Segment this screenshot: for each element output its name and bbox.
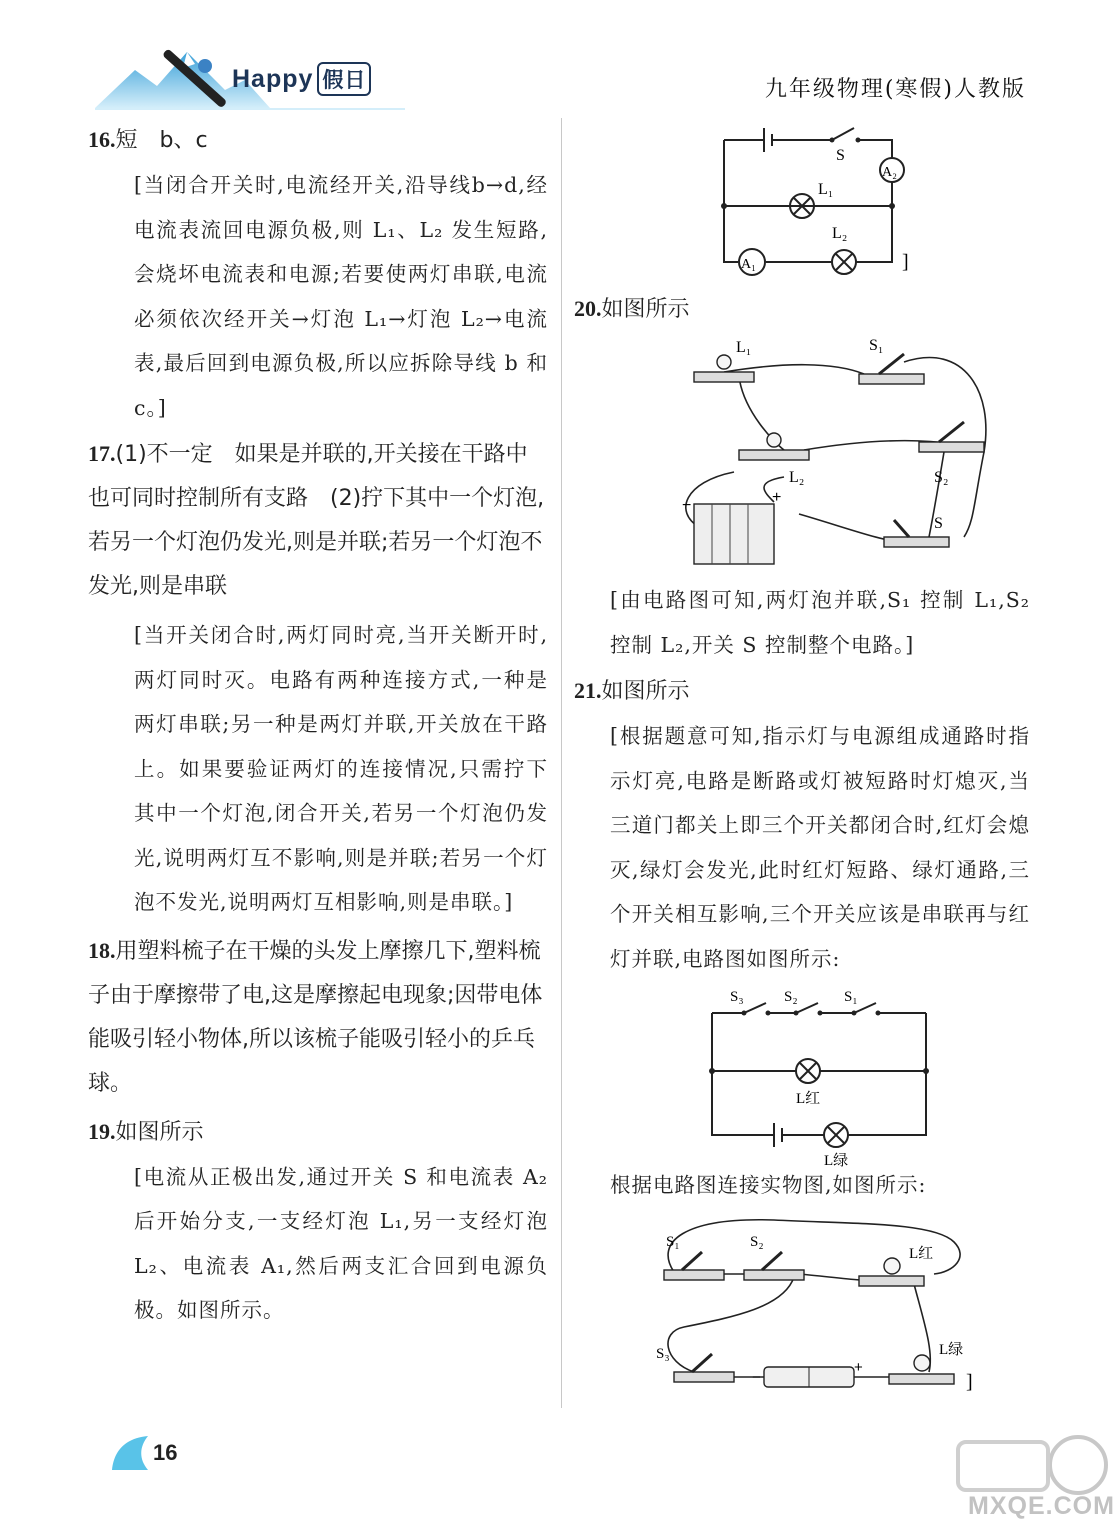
q20-label-minus: − bbox=[682, 497, 692, 514]
q16-number: 16. bbox=[88, 127, 116, 152]
brand-title: Happy 假日 bbox=[232, 62, 371, 96]
q21-label-lgreen: L绿 bbox=[824, 1153, 849, 1169]
q21-physical-circuit bbox=[654, 1212, 984, 1402]
q20-label-s: S bbox=[934, 515, 943, 532]
q20-physical-circuit bbox=[664, 332, 1004, 572]
q20-label-l2: L₂ bbox=[789, 469, 805, 486]
q19-close-bracket: ] bbox=[902, 251, 909, 273]
column-divider bbox=[561, 118, 562, 1408]
q19-circuit-diagram bbox=[714, 118, 1014, 283]
left-column bbox=[88, 118, 548, 1333]
q21p-label-s2: S₂ bbox=[750, 1233, 764, 1250]
page-corner-decoration bbox=[108, 1432, 154, 1474]
q16-explanation: [当闭合开关时,电流经开关,沿导线b→d,经电流表流回电源负极,则 L₁、L₂ 发生短路,会烧坏电流表和电源;若要使两灯串联,电流必须依次经开关→灯泡 L₁→灯泡 L₂→电流表,最后回到电源负极,所以应拆除导线 b 和 c。] bbox=[134, 173, 548, 420]
q21p-label-minus: − bbox=[752, 1368, 761, 1386]
q18-number: 18. bbox=[88, 937, 116, 963]
book-title: 九年级物理(寒假)人教版 bbox=[764, 77, 1026, 102]
q20-explanation: [由电路图可知,两灯泡并联,S₁ 控制 L₁,S₂ 控制 L₂,开关 S 控制整个电路。] bbox=[610, 588, 1030, 657]
q21 bbox=[574, 669, 1030, 714]
brand-box: 假日 bbox=[317, 62, 371, 96]
q21p-label-s3: S₃ bbox=[656, 1345, 670, 1362]
q20-label-l1: L₁ bbox=[736, 339, 752, 356]
q21-second-text: 根据电路图连接实物图,如图所示: bbox=[610, 1173, 927, 1197]
q21p-label-lgreen: L绿 bbox=[939, 1341, 964, 1358]
q21-number: 21. bbox=[574, 678, 602, 703]
q21-label-s3: S₃ bbox=[730, 989, 744, 1005]
q17-number: 17. bbox=[88, 441, 116, 466]
q16 bbox=[88, 118, 548, 163]
q16-answer: 短 b、c bbox=[115, 128, 208, 153]
q21p-label-s1: S₁ bbox=[666, 1233, 680, 1250]
q21p-close-bracket: ] bbox=[966, 1370, 973, 1393]
q21-label-s2: S₂ bbox=[784, 989, 798, 1005]
q21-label-lred: L红 bbox=[796, 1091, 821, 1107]
q20 bbox=[574, 287, 1030, 332]
q19-number: 19. bbox=[88, 1118, 116, 1144]
q20-number: 20. bbox=[574, 296, 602, 321]
watermark-text: MXQE.COM bbox=[968, 1492, 1115, 1520]
q21-explanation: [根据题意可知,指示灯与电源组成通路时指示灯亮,电路是断路或灯被短路时灯熄灭,当三道门都关上即三个开关都闭合时,红灯会熄灭,绿灯会发光,此时红灯短路、绿灯通路,三个开关相互影响,三个开关应该是串联再与红灯并联,电路图如图所示: bbox=[610, 724, 1030, 971]
q19-answer: 如图所示 bbox=[115, 1119, 204, 1145]
q17 bbox=[88, 432, 548, 609]
q21-circuit-diagram bbox=[704, 985, 944, 1169]
q19-label-a2: A₂ bbox=[882, 165, 897, 180]
q19-label-s: S bbox=[836, 147, 845, 164]
q21-answer: 如图所示 bbox=[601, 679, 690, 704]
q19-label-a1: A₁ bbox=[741, 257, 756, 272]
q20-label-s2: S₂ bbox=[934, 469, 949, 486]
q19-label-l1: L₁ bbox=[818, 181, 834, 198]
q21-label-s1: S₁ bbox=[844, 989, 858, 1005]
q20-answer: 如图所示 bbox=[601, 297, 690, 322]
q17-explanation: [当开关闭合时,两灯同时亮,当开关断开时,两灯同时灭。电路有两种连接方式,一种是两灯串联;另一种是两灯并联,开关放在干路上。如果要验证两灯的连接情况,只需拧下其中一个灯泡,闭合开关,若另一个灯泡仍发光,说明两灯互不影响,则是并联;若另一个灯泡不发光,说明两灯互相影响,则是串联。] bbox=[134, 623, 548, 914]
q17-answer: (1)不一定 如果是并联的,开关接在干路中也可同时控制所有支路 (2)拧下其中一个灯泡,若另一个灯泡仍发光,则是并联;若另一个灯泡不发光,则是串联 bbox=[88, 442, 545, 599]
q20-label-s1: S₁ bbox=[869, 337, 884, 354]
q19-label-l2: L₂ bbox=[832, 225, 848, 242]
q19 bbox=[88, 1110, 548, 1155]
q18-answer: 用塑料梳子在干燥的头发上摩擦几下,塑料梳子由于摩擦带了电,这是摩擦起电现象;因带电体能吸引轻小物体,所以该梳子能吸引轻小的乒乓球。 bbox=[88, 938, 543, 1096]
page-number: 16 bbox=[153, 1440, 178, 1465]
q20-label-plus: + bbox=[772, 489, 782, 506]
right-column bbox=[574, 118, 1030, 1402]
q19-explanation: [电流从正极出发,通过开关 S 和电流表 A₂后开始分支,一支经灯泡 L₁,另一支经灯泡 L₂、电流表 A₁,然后两支汇合回到电源负极。如图所示。 bbox=[134, 1164, 548, 1322]
q21p-label-lred: L红 bbox=[909, 1245, 934, 1262]
q21p-label-plus: + bbox=[854, 1358, 863, 1376]
q18 bbox=[88, 929, 548, 1106]
